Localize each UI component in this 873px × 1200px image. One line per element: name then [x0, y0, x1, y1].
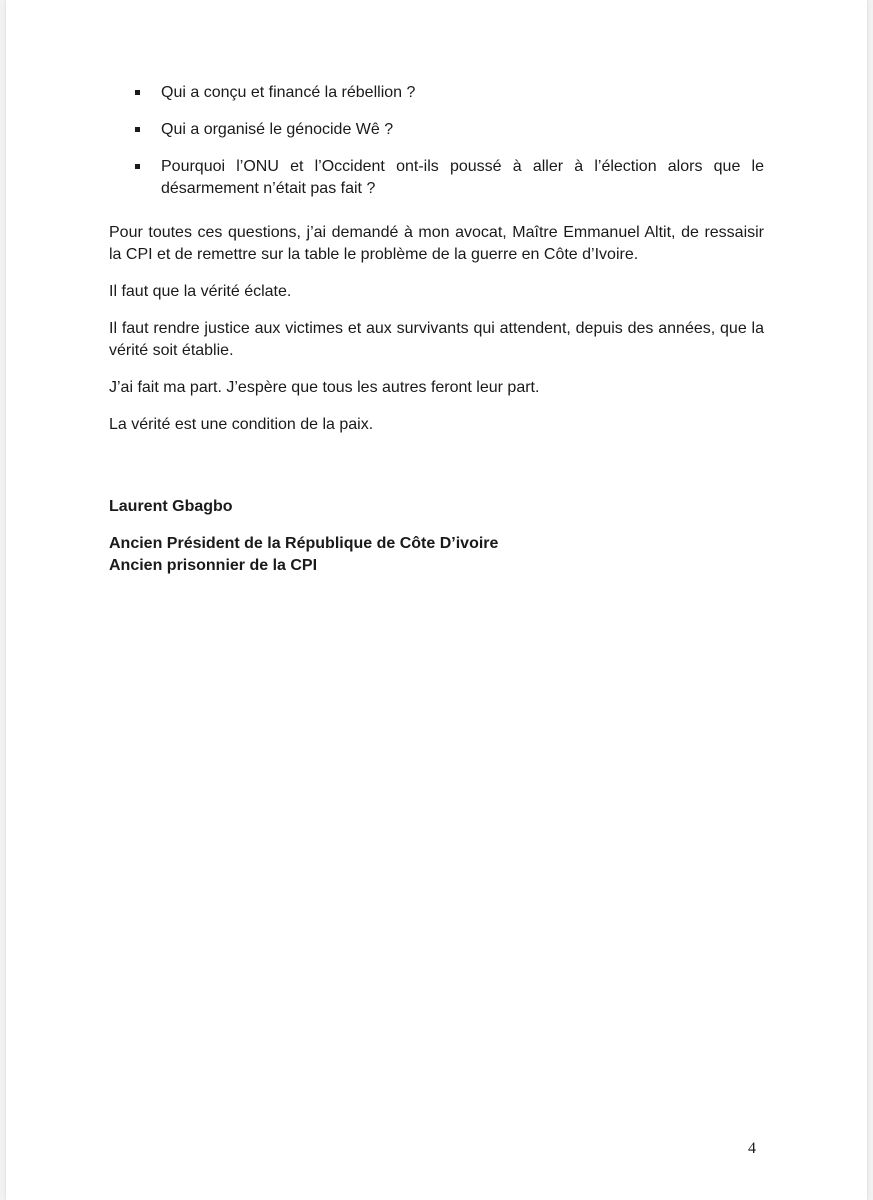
signature-block — [109, 496, 764, 577]
signatory-name: Laurent Gbagbo — [109, 498, 233, 515]
question-text: Qui a organisé le génocide Wê ? — [161, 121, 394, 138]
page-number: 4 — [748, 1140, 756, 1157]
body-paragraph: La vérité est une condition de la paix. — [109, 416, 374, 433]
question-text: Pourquoi l’ONU et l’Occident ont-ils poussé à aller à l’élection alors que le désarmement n’était pas fait ? — [161, 158, 764, 197]
list-item — [109, 119, 764, 141]
square-bullet-icon — [135, 90, 140, 95]
body-paragraph: J’ai fait ma part. J’espère que tous les autres feront leur part. — [109, 379, 540, 396]
signatory-title: Ancien prisonnier de la CPI — [109, 557, 318, 574]
question-text: Qui a conçu et financé la rébellion ? — [161, 84, 416, 101]
page-content — [109, 82, 764, 577]
signatory-title: Ancien Président de la République de Côte D’ivoire — [109, 535, 499, 552]
question-list — [109, 82, 764, 200]
document-page — [6, 0, 867, 1200]
list-item — [109, 156, 764, 200]
body-paragraph: Il faut rendre justice aux victimes et aux survivants qui attendent, depuis des années, que la vérité soit établie. — [109, 320, 764, 359]
list-item — [109, 82, 764, 104]
body-paragraph: Pour toutes ces questions, j’ai demandé à mon avocat, Maître Emmanuel Altit, de ressaisir la CPI et de remettre sur la table le problème de la guerre en Côte d’Ivoire. — [109, 224, 764, 263]
square-bullet-icon — [135, 127, 140, 132]
square-bullet-icon — [135, 164, 140, 169]
body-paragraph: Il faut que la vérité éclate. — [109, 283, 292, 300]
